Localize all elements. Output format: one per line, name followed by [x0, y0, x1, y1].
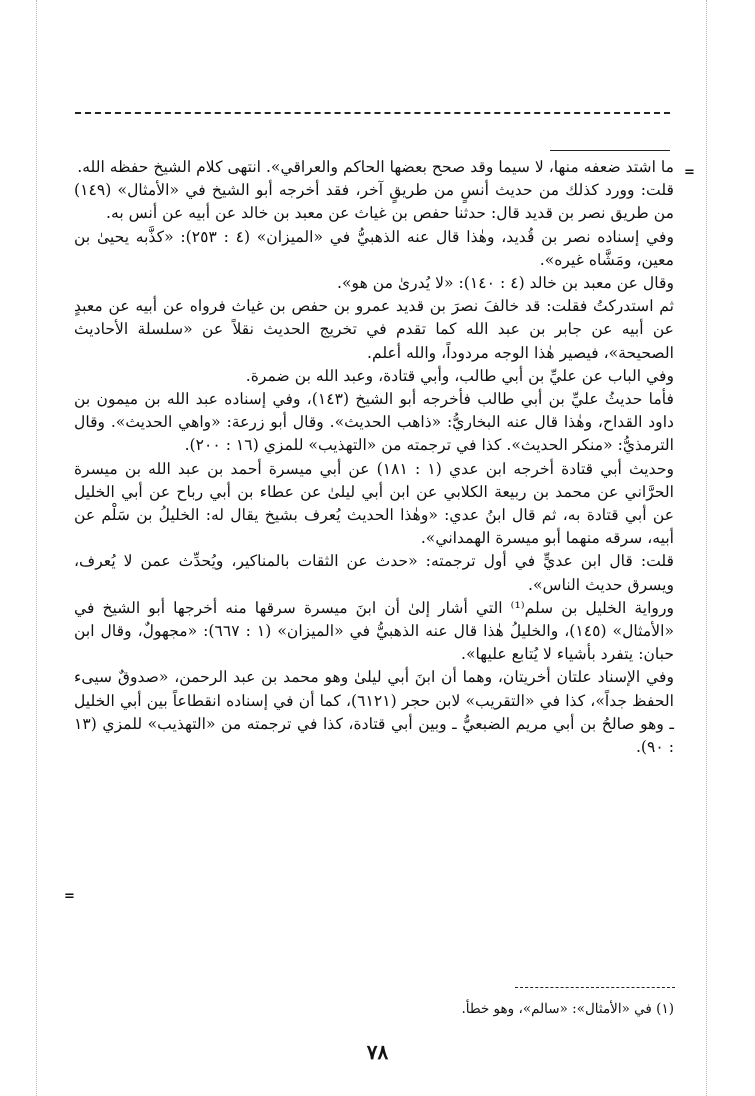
paragraph: ثم استدركتُ فقلت: قد خالفَ نصرَ بن قديد عمرو بن حفص بن غياث فرواه عن أبيه عن معبدٍ عن أبيه عن جابر بن عبد الله كما تقدم في تخريج الحديث نقلاً عن «سلسلة الأحاديث الصحيحة»، فيصير هٰذا الوجه مردوداً، والله أعلم.	[74, 297, 674, 362]
page-edge-left-dots	[36, 0, 37, 1096]
paragraph: وفي الإسناد علتان أخريتان، وهما أن ابنَ أبي ليلىٰ وهو محمد بن عبد الرحمن، «صدوقٌ سيىء الحفظ جداً»، كذا في «التقريب» لابن حجر (٦١٢١)، كما أن في إسناده انقطاعاً بين أبي الخليل ـ وهو صالحُ بن أبي مريم الضبعيُّ ـ وبين أبي قتادة، كذا في ترجمته من «التهذيب» للمزي (١٣ : ٩٠).	[74, 668, 674, 757]
paragraph: قلت: وورد كذلك من حديث أنسٍ من طريقٍ آخر، فقد أخرجه أبو الشيخ في «الأمثال» (١٤٩) من طريق نصر بن قديد قال: حدثنا حفص بن غياث عن معبد بن خالد عن أبيه عن أنس به.	[74, 181, 674, 223]
paragraph: ما اشتد ضعفه منها، لا سيما وقد صحح بعضها الحاكم والعراقي». انتهى كلام الشيخ حفظه الله.	[77, 158, 674, 176]
body-text	[74, 156, 674, 759]
footnote: (١) في «الأمثال»: «سالم»، وهو خطأ.	[461, 1001, 674, 1017]
paragraph: وفي الباب عن عليِّ بن أبي طالب، وأبي قتادة، وعبد الله بن ضمرة.	[245, 366, 674, 385]
page-edge-right-dots	[706, 0, 707, 1096]
paragraph: وفي إسناده نصر بن قُديد، وهٰذا قال عنه الذهبيُّ في «الميزان» (٤ : ٢٥٣): «كذَّبه يحيىٰ بن معين، ومَشَّاه غيره».	[74, 227, 674, 269]
paragraph: قلت: قال ابن عديٍّ في أول ترجمته: «حدث عن الثقات بالمناكير، ويُحدِّث عمن لا يُعرف، ويسرق حديث الناس».	[74, 552, 674, 594]
top-dashed-rule	[75, 112, 670, 114]
continuation-marker-bottom: =	[64, 889, 75, 904]
paragraph: فأما حديثُ عليِّ بن أبي طالب فأخرجه أبو الشيخ (١٤٣)، وفي إسناده عبد الله بن ميمون بن داود القداح، وهٰذا قال عنه البخاريُّ: «ذاهب الحديث». وقال أبو زرعة: «واهي الحديث». وقال الترمذيُّ: «منكر الحديث». كذا في ترجمته من «التهذيب» للمزي (١٦ : ٢٠٠).	[74, 390, 674, 455]
paragraph: وحديث أبي قتادة أخرجه ابن عدي (١ : ١٨١) عن أبي ميسرة أحمد بن عبد الله بن ميسرة الحرَّاني عن محمد بن ربيعة الكلابي عن ابن أبي ليلىٰ عن عطاء بن أبي رباح عن أبي الخليل عن أبي قتادة به، ثم قال ابنُ عدي: «وهٰذا الحديث يُعرف بشيخ يقال له: الخليلُ بن سَلْم عن أبيه، سرقه منهما أبو ميسرة الهمداني».	[74, 459, 674, 548]
page-number: ٧٨	[366, 1040, 389, 1064]
continuation-marker-top: =	[684, 165, 695, 180]
continuation-rule	[550, 150, 670, 151]
paragraph: ورواية الخليل بن سلم⁽¹⁾ التي أشار إلىٰ أن ابنَ ميسرة سرقها منه أخرجها أبو الشيخ في «الأمثال» (١٤٥)، والخليلُ هٰذا قال عنه الذهبيُّ في «الميزان» (١ : ٦٦٧): «مجهولٌ، وقال ابن حبان: يتفرد بأشياء لا يُتابع عليها».	[74, 598, 675, 664]
footnote-rule	[515, 987, 675, 988]
paragraph: وقال عن معبد بن خالد (٤ : ١٤٠): «لا يُدرىٰ من هو».	[337, 274, 674, 293]
